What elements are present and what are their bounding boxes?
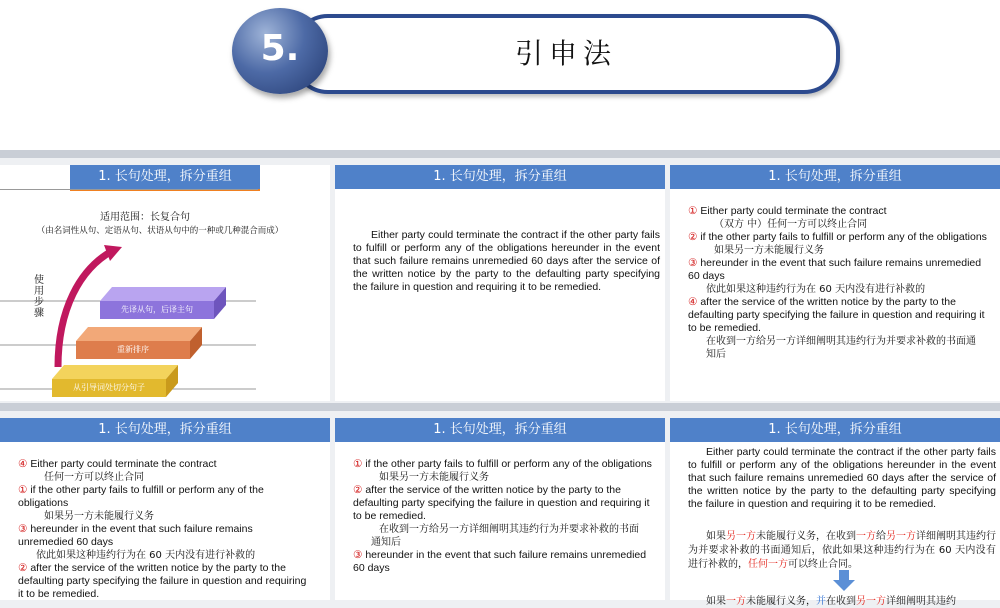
slide-number: 5. bbox=[260, 28, 300, 69]
step-label-2: 重新排序 bbox=[117, 345, 149, 354]
translation-text: 可以终止合同。 bbox=[788, 559, 858, 570]
divider-top bbox=[0, 150, 1000, 158]
list-item bbox=[688, 231, 988, 244]
segment-english: after the service of the written notice by the party to the defaulting party specifying the failure in question and requiring it to be remedied. bbox=[18, 562, 307, 600]
panel-heading: 1. 长句处理，拆分重组 bbox=[670, 165, 1000, 189]
segment-chinese: 依此如果这种违约行为在 60 天内没有进行补救的 bbox=[706, 284, 926, 295]
panel-reorder-b[interactable] bbox=[335, 418, 665, 600]
panel-original-sentence[interactable] bbox=[335, 165, 665, 401]
list-item bbox=[688, 257, 988, 283]
list-item bbox=[18, 523, 310, 549]
segment-chinese: 在收到一方给另一方详细阐明其违约行为并要求补救的书面通 bbox=[706, 336, 976, 347]
segment-number: ② bbox=[353, 484, 363, 496]
segment-number: ③ bbox=[18, 523, 28, 535]
source-paragraph: Either party could terminate the contract if the other party fails to fulfill or perform any of the obligations hereunder in the event that such failure remains unremedied 60 days after the service of the written notice by the party to the defaulting party specifying the failure in question and requiring it to be remedied. bbox=[353, 229, 660, 293]
segment-english: hereunder in the event that such failure remains unremedied 60 days bbox=[18, 523, 253, 548]
revised-translation bbox=[688, 595, 996, 608]
scope-note: （由名词性从句、定语从句、状语从句中的一种或几种混合而成） bbox=[36, 226, 284, 236]
arrow-down-icon bbox=[832, 570, 856, 592]
segment-chinese: 在收到一方给另一方详细阐明其违约行为并要求补救的书面 bbox=[379, 524, 639, 535]
segment-chinese-tail: 知后 bbox=[706, 349, 726, 360]
panel-body bbox=[0, 189, 330, 401]
segment-chinese: 依此如果这种违约行为在 60 天内没有进行补救的 bbox=[36, 550, 256, 561]
panel-heading: 1. 长句处理，拆分重组 bbox=[670, 418, 1000, 442]
segment-number: ① bbox=[353, 458, 363, 470]
panel-body bbox=[335, 442, 665, 600]
step-label-3: 先译从句，后译主句 bbox=[121, 305, 193, 314]
segment-english: Either party could terminate the contract bbox=[30, 458, 217, 470]
segment-english: if the other party fails to fulfill or perform any of the obligations bbox=[18, 484, 264, 509]
list-item bbox=[353, 549, 653, 575]
step-top-face bbox=[100, 287, 226, 301]
panel-final-translation[interactable] bbox=[670, 418, 1000, 607]
step-top-face bbox=[52, 365, 178, 379]
segment-list bbox=[18, 458, 310, 601]
segment-number: ② bbox=[688, 231, 698, 243]
segment-english: after the service of the written notice by the party to the defaulting party specifying the failure in question and requiring it to be remedied. bbox=[353, 484, 650, 522]
source-paragraph: Either party could terminate the contract if the other party fails to fulfill or perform any of the obligations hereunder in the event that such failure remains unremedied 60 days after the service of the written notice by the party to the defaulting party specifying the failure in question and requiring it to be remedied. bbox=[688, 446, 996, 510]
segment-english: if the other party fails to fulfill or perform any of the obligations bbox=[365, 458, 652, 470]
step-top-face bbox=[76, 327, 202, 341]
scope-title: 适用范围：长复合句 bbox=[100, 212, 190, 223]
title-bar bbox=[292, 14, 840, 94]
panel-heading: 1. 长句处理，拆分重组 bbox=[335, 165, 665, 189]
highlight-text: 任何一方 bbox=[748, 559, 788, 570]
segment-number: ④ bbox=[688, 296, 698, 308]
segment-chinese: 如果另一方未能履行义务 bbox=[44, 511, 154, 522]
segment-chinese: 任何一方可以终止合同 bbox=[44, 472, 144, 483]
step-label-1: 从引导词处切分句子 bbox=[73, 383, 145, 392]
segment-list bbox=[688, 205, 988, 361]
translation-text: 在收到 bbox=[826, 596, 856, 607]
translation-paragraph bbox=[688, 530, 996, 572]
segment-number: ③ bbox=[353, 549, 363, 561]
segment-list bbox=[353, 458, 653, 575]
panel-body bbox=[670, 442, 1000, 607]
segment-number: ④ bbox=[18, 458, 28, 470]
translation-text: 如果 bbox=[706, 531, 726, 542]
panel-heading: 1. 长句处理，拆分重组 bbox=[335, 418, 665, 442]
segment-number: ① bbox=[18, 484, 28, 496]
segment-chinese-tail: 通知后 bbox=[371, 537, 401, 548]
slide-title: 引申法 bbox=[514, 37, 617, 70]
heading-rule bbox=[0, 189, 258, 190]
panel-reorder-a[interactable] bbox=[0, 418, 330, 600]
list-item bbox=[353, 458, 653, 471]
panel-heading: 1. 长句处理，拆分重组 bbox=[0, 418, 330, 442]
panel-segments[interactable] bbox=[670, 165, 1000, 401]
segment-number: ③ bbox=[688, 257, 698, 269]
panel-heading: 1. 长句处理，拆分重组 bbox=[70, 165, 260, 191]
list-item bbox=[18, 484, 310, 510]
segment-english: Either party could terminate the contract bbox=[700, 205, 887, 217]
highlight-text: 一方 bbox=[726, 596, 746, 607]
translation-text: 详细阐明其违约行为并要求补救的书面通知后，依此如果这种违约行为在 60 天内没有进行补救的， bbox=[688, 531, 996, 570]
segment-number: ② bbox=[18, 562, 28, 574]
highlight-text: 一方 bbox=[856, 531, 876, 542]
highlight-text: 另一方 bbox=[856, 596, 886, 607]
segment-chinese: （双方 中）任何一方可以终止合同 bbox=[714, 219, 868, 230]
list-item bbox=[688, 205, 988, 218]
translation-text: 未能履行义务，在收到 bbox=[756, 531, 856, 542]
translation-text: 详细阐明其违约 bbox=[886, 596, 956, 607]
steps-label: 使用步骤 bbox=[34, 275, 44, 319]
translation-text: 如果 bbox=[706, 596, 726, 607]
panel-scope[interactable] bbox=[0, 165, 330, 401]
list-item bbox=[18, 562, 310, 601]
list-item bbox=[688, 296, 988, 335]
list-item bbox=[353, 484, 653, 523]
highlight-text: 另一方 bbox=[886, 531, 916, 542]
segment-chinese: 如果另一方未能履行义务 bbox=[379, 472, 489, 483]
translation-text: 未能履行义务， bbox=[746, 596, 816, 607]
panel-body bbox=[0, 442, 330, 600]
list-item bbox=[18, 458, 310, 471]
panel-body bbox=[335, 189, 665, 401]
segment-english: hereunder in the event that such failure remains unremedied 60 days bbox=[353, 549, 647, 574]
panel-body bbox=[670, 189, 1000, 401]
slide-number-badge bbox=[232, 8, 328, 94]
segment-number: ① bbox=[688, 205, 698, 217]
highlight-text: 并 bbox=[816, 596, 826, 607]
segment-english: if the other party fails to fulfill or perform any of the obligations bbox=[700, 231, 987, 243]
segment-chinese: 如果另一方未能履行义务 bbox=[714, 245, 824, 256]
segment-english: hereunder in the event that such failure remains unremedied 60 days bbox=[688, 257, 982, 282]
slide-header bbox=[0, 0, 1000, 150]
highlight-text: 另一方 bbox=[726, 531, 756, 542]
translation-text: 给 bbox=[876, 531, 886, 542]
segment-english: after the service of the written notice by the party to the defaulting party specifying the failure in question and requiring it to be remedied. bbox=[688, 296, 985, 334]
